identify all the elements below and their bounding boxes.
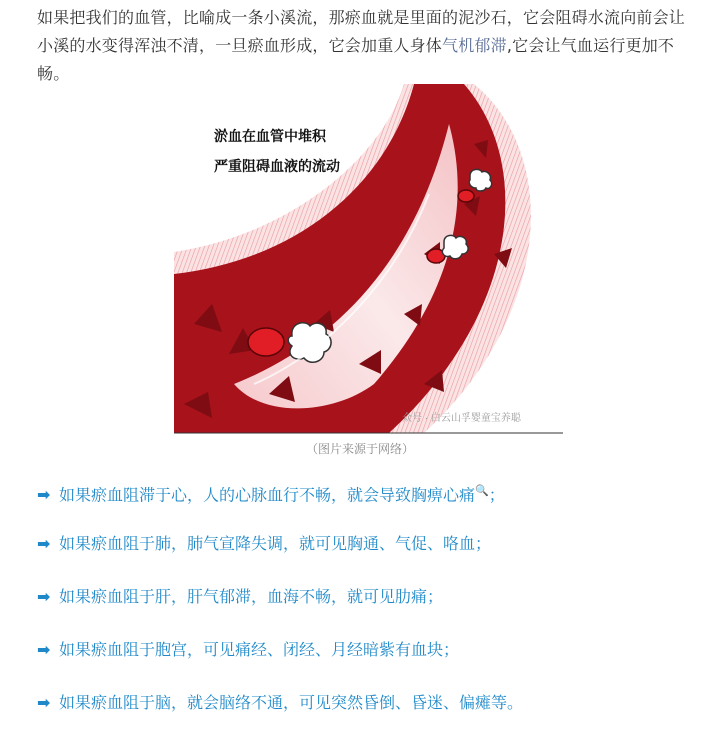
intro-text-b: ,它会让气血运行更加不畅。 bbox=[37, 36, 675, 83]
bullet-text: 如果瘀血阻于脑，就会脑络不通，可见突然昏倒、昏迷、偏瘫等。 bbox=[59, 693, 524, 712]
figure-label-line2: 严重阻碍血液的流动 bbox=[214, 158, 340, 174]
arrow-right-icon: ➡ bbox=[37, 485, 51, 505]
arrow-right-icon: ➡ bbox=[37, 693, 51, 712]
figure-label-line1: 淤血在血管中堆积 bbox=[214, 128, 326, 144]
qi-stagnation-link[interactable]: 气机郁滞 bbox=[442, 36, 507, 55]
search-icon[interactable]: 🔍 bbox=[475, 484, 489, 497]
symptom-list bbox=[37, 475, 707, 740]
bullet-text: 如果瘀血阻于胞宫，可见痛经、闭经、月经暗紫有血块； bbox=[59, 640, 460, 659]
bullet-suffix: ； bbox=[488, 485, 505, 505]
list-item bbox=[37, 687, 707, 740]
list-item bbox=[37, 634, 707, 687]
figure-watermark: 众号 · 白云山孚婴童宝养聪 bbox=[402, 413, 521, 424]
image-caption: （图片来源于网络） bbox=[305, 442, 414, 456]
arrow-right-icon: ➡ bbox=[37, 534, 51, 553]
arrow-right-icon: ➡ bbox=[37, 587, 51, 606]
list-item bbox=[37, 581, 707, 634]
blood-vessel-illustration bbox=[174, 84, 563, 434]
bullet-text: 如果瘀血阻于肺，肺气宣降失调，就可见胸通、气促、咯血； bbox=[59, 534, 492, 553]
vessel-svg bbox=[174, 84, 563, 434]
list-item bbox=[37, 475, 707, 528]
intro-text-a: 如果把我们的血管，比喻成一条小溪流，那瘀血就是里面的泥沙石，它会阻碍水流向前会让小溪的水变得浑浊不清，一旦瘀血形成，它会加重人身体 bbox=[37, 8, 686, 55]
arrow-right-icon: ➡ bbox=[37, 640, 51, 659]
bullet-text: 如果瘀血阻于肝，肝气郁滞，血海不畅，就可见肋痛； bbox=[59, 587, 444, 606]
bullet-text: 如果瘀血阻滞于心，人的心脉血行不畅，就会导致胸痹心痛 bbox=[59, 485, 476, 505]
intro-paragraph bbox=[37, 4, 697, 88]
list-item bbox=[37, 528, 707, 581]
